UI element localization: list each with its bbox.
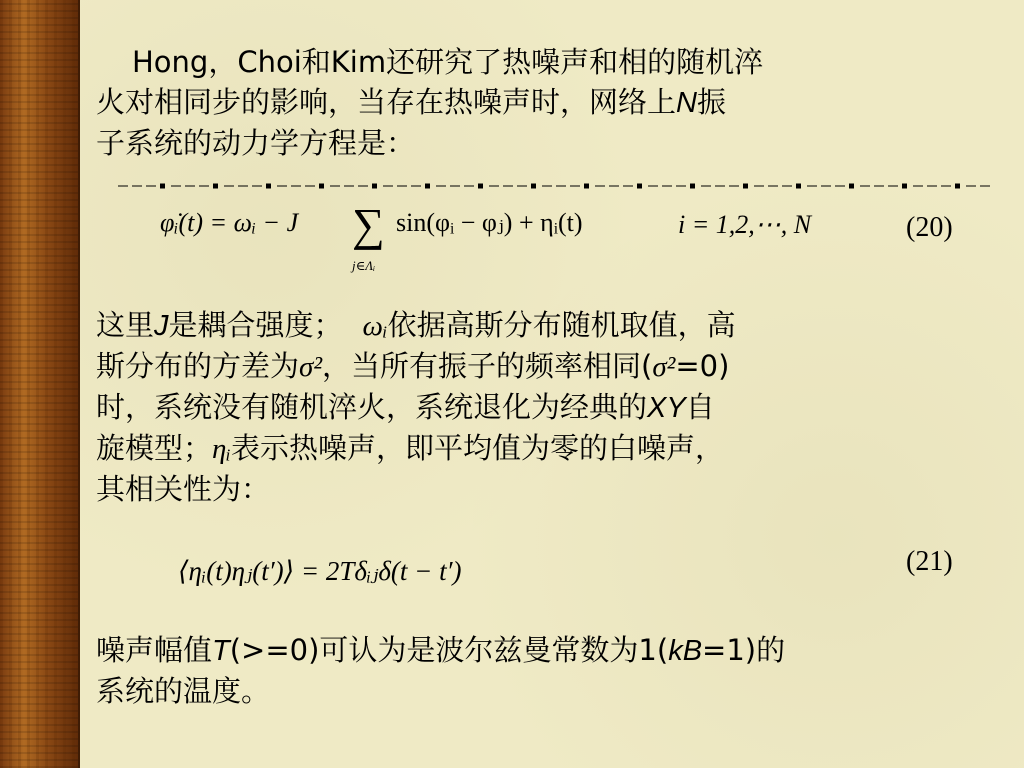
explain-text: ，当所有振子的频率相同( [322,349,653,383]
eq20-range-text: i = 1,2,⋯, N [678,210,812,239]
divider-dot [319,184,324,189]
temp-line-2 [96,671,996,711]
intro-text-2a: 火对相同步的影响，当存在热噪声时，网络上 [96,85,677,119]
variable-sigma-squared: σ² [299,351,323,383]
eq20-lhs-text: φ̇ᵢ(t) = ωᵢ − J [160,208,299,237]
temp-text: (>=0)可认为是波尔兹曼常数为1( [229,633,669,667]
explain-text: 旋模型； [96,431,213,465]
divider-dot [743,184,748,189]
variable-J: J [154,310,169,342]
explain-text: =0) [675,349,730,383]
explain-line-2 [96,346,976,387]
equation-20-range [678,210,811,240]
equation-21 [178,556,462,587]
divider-dot [372,184,377,189]
equation-20-number: (20) [906,212,953,243]
variable-kB: kB [668,635,703,667]
divider-dot [478,184,483,189]
intro-text-2b: 振 [696,85,726,119]
divider-dot [160,184,165,189]
intro-text-3: 子系统的动力学方程是： [96,126,416,160]
divider-dot [425,184,430,189]
explain-text: 时，系统没有随机淬火，系统退化为经典的 [96,390,648,424]
variable-N: N [676,87,697,119]
temp-line-1 [96,630,996,671]
equation-21-number: (21) [906,546,953,577]
explain-line-3 [96,387,976,428]
divider-dot [690,184,695,189]
explain-text: 表示热噪声，即平均值为零的白噪声， [231,431,725,465]
equation-20-rhs [396,208,583,238]
divider-dot [902,184,907,189]
intro-line-1 [96,42,996,82]
eq20-sum-sub-text: j∈Λᵢ [352,258,376,273]
leather-binding-strip [0,0,80,768]
eq21-text: ⟨ηᵢ(t)ηⱼ(t′)⟩ = 2Tδᵢⱼδ(t − t′) [178,556,462,586]
dash-dot-divider [118,183,990,189]
explain-line-5 [96,469,976,509]
divider-dot [266,184,271,189]
variable-T: T [212,635,230,667]
divider-dot [955,184,960,189]
explanation-paragraph [96,305,976,509]
intro-paragraph [96,42,996,163]
variable-sigma-squared: σ² [652,351,676,383]
explain-text: 斯分布的方差为 [96,349,300,383]
intro-text-1: Hong，Choi和Kim还研究了热噪声和相的随机淬 [132,45,764,79]
explain-line-4 [96,428,976,469]
variable-eta: ηᵢ [212,433,231,465]
equation-20-lhs [160,208,298,238]
explain-text: 这里 [96,308,155,342]
divider-dot [531,184,536,189]
divider-dot [213,184,218,189]
variable-XY: XY [647,392,686,424]
summation-subscript [352,258,375,274]
explain-line-1 [96,305,976,346]
variable-omega: ωᵢ [362,310,388,342]
explain-text: 依据高斯分布随机取值，高 [387,308,736,342]
temp-text: =1)的 [702,633,786,667]
temperature-paragraph [96,630,996,711]
temp-text: 系统的温度。 [96,674,271,708]
explain-text: 其相关性为： [96,472,271,506]
explain-text: 自 [685,390,715,424]
divider-dot [584,184,589,189]
eq20-rhs-text: sin(φᵢ − φⱼ) + ηᵢ(t) [396,208,583,237]
divider-dot [849,184,854,189]
intro-line-2 [96,82,996,123]
divider-dot [796,184,801,189]
explain-text: 是耦合强度； [168,308,343,342]
temp-text: 噪声幅值 [96,633,213,667]
summation-symbol: ∑ [352,199,385,250]
divider-dot [637,184,642,189]
intro-line-3 [96,123,996,163]
